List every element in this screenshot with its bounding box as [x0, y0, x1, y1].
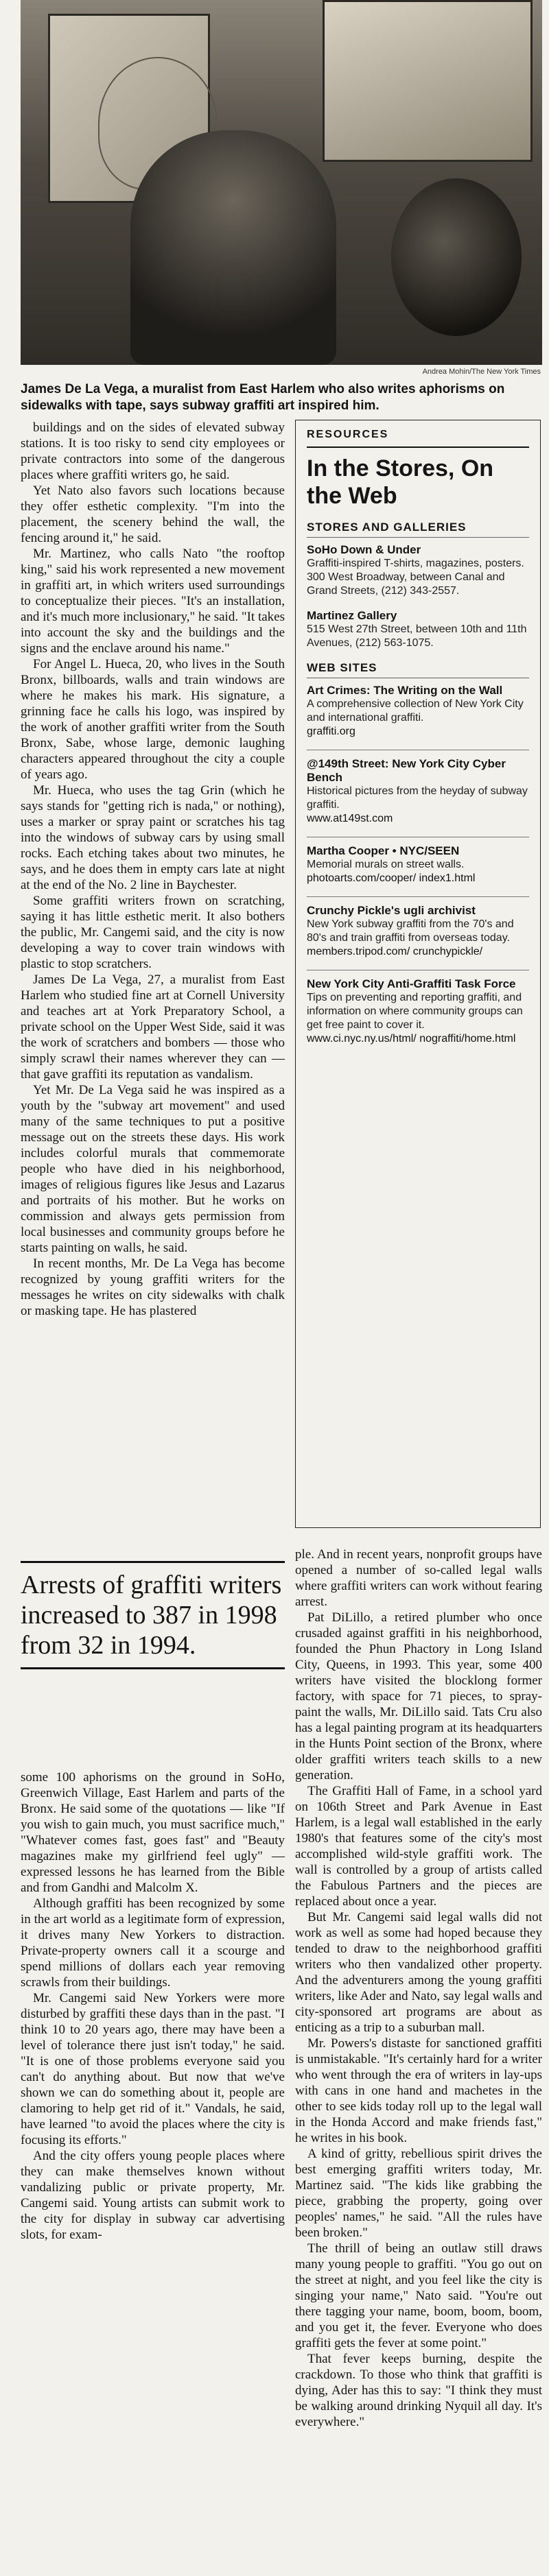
- paragraph: The Graffiti Hall of Fame, in a school yard on 106th Street and Park Avenue in East Harlem, is a legal wall established in the early 1980's that features some of the city's most accomplished wild-style graffiti work. The wall is controlled by a group of artists called the Fabulous Partners and the pieces are replaced about once a year.: [295, 1784, 542, 1909]
- site-desc: Tips on preventing and reporting graffiti, and information on where community groups can get free paint to cover it.: [307, 992, 523, 1031]
- store-entry: [307, 609, 529, 650]
- paragraph: buildings and on the sides of elevated subway stations. It is too risky to send city employees or private contractors into some of the dangerous places where graffiti writers go, he said.: [21, 420, 285, 482]
- paragraph: Pat DiLillo, a retired plumber who once crusaded against graffiti in his neighborhood, founded the Phun Phactory in Long Island City, Queens, in 1993. This year, some 400 writers have visited the blocklong former factory, with space for 71 pieces, to spray-paint the walls, Mr. DiLillo said. Tats Cru also has a legal painting program at its headquarters in the Hunts Point section of the Bronx, where older graffiti writers teach skills to a new generation.: [295, 1610, 542, 1782]
- site-entry: [307, 757, 529, 826]
- site-name: Martha Cooper • NYC/SEEN: [307, 844, 460, 857]
- site-link[interactable]: www.at149st.com: [307, 813, 393, 824]
- article-column-right: [295, 1547, 542, 2430]
- paragraph: Although graffiti has been recognized by some in the art world as a legitimate form of expression, it drives many New Yorkers to distraction. Private-property owners call it a scourge and spend millions of dollars each year removing scrawls from their buildings.: [21, 1896, 285, 1990]
- paragraph: In recent months, Mr. De La Vega has become recognized by young graffiti writers for the messages he writes on city sidewalks with chalk or masking tape. He has plastered: [21, 1256, 285, 1318]
- paragraph: Mr. Cangemi said New Yorkers were more disturbed by graffiti these days than in the past. "I think 10 to 20 years ago, there may have been a level of tolerance there just isn't today," he said. "It is one of those problems everyone said you can't do anything about. But now that we've shown we can do something about it, people are clamoring to help get rid of it." Vandals, he said, have learned "to avoid the places where the city is focusing its efforts.": [21, 1991, 285, 2147]
- store-name: Martinez Gallery: [307, 609, 397, 622]
- site-name: Crunchy Pickle's ugli archivist: [307, 904, 476, 917]
- site-entry: [307, 977, 529, 1046]
- artist-figure: [130, 130, 336, 365]
- photo-credit: Andrea Mohin/The New York Times: [422, 368, 541, 376]
- site-name: New York City Anti-Graffiti Task Force: [307, 977, 516, 990]
- site-desc: Historical pictures from the heyday of subway graffiti.: [307, 785, 528, 811]
- paragraph: But Mr. Cangemi said legal walls did not work as well as some had hoped because they tended to draw to the neighborhood graffiti writers who then vandalized other property. And the adventurers among the young graffiti writers, like Ader and Nato, say legal walls and city-sponsored art programs are about as enticing as a trip to a suburban mall.: [295, 1910, 542, 2035]
- site-entry: [307, 904, 529, 959]
- site-desc: New York subway graffiti from the 70's and 80's and train graffiti from overseas today.: [307, 918, 514, 944]
- article-photo: [21, 0, 542, 365]
- paragraph: Mr. Powers's distaste for sanctioned graffiti is unmistakable. "It's certainly hard for a writer who went through the era of writers in lay-ups with cans in one hand and machetes in the other to see kids today roll up to the legal wall in the Honda Accord and make friends fast," he writes in his book.: [295, 2036, 542, 2145]
- store-desc: 515 West 27th Street, between 10th and 11th Avenues, (212) 563-1075.: [307, 623, 527, 649]
- site-link[interactable]: members.tripod.com/ crunchypickle/: [307, 946, 483, 957]
- paragraph: some 100 aphorisms on the ground in SoHo, Greenwich Village, East Harlem and parts of the Bronx. He said some of the quotations — like "If you wish to gain much, you must sacrifice much," "Whatever comes fast, goes fast" and "Beauty magazines make my girlfriend feel ugly" — expressed lessons he has learned from the Bible and from Gandhi and Malcolm X.: [21, 1770, 285, 1895]
- site-name: @149th Street: New York City Cyber Bench: [307, 757, 506, 784]
- site-entry: [307, 844, 529, 885]
- site-entry: [307, 684, 529, 739]
- paragraph: Yet Nato also favors such locations because they offer esthetic complexity. "I'm into the placement, the scenery behind the wall, the fencing around it," he said.: [21, 484, 285, 545]
- site-name: Art Crimes: The Writing on the Wall: [307, 684, 503, 697]
- paragraph: And the city offers young people places where they can make themselves known without vandalizing public or private property, Mr. Cangemi said. Young artists can submit work to the city for display in subway car advertising slots, for exam-: [21, 2149, 285, 2242]
- section-heading-stores: STORES AND GALLERIES: [307, 521, 529, 538]
- section-heading-web: WEB SITES: [307, 661, 529, 678]
- paragraph: That fever keeps burning, despite the crackdown. To those who think that graffiti is dying, Ader has this to say: "I think they must be walking around drinking Nyquil all day. It's everywhere.": [295, 2352, 542, 2429]
- store-desc: Graffiti-inspired T-shirts, magazines, posters. 300 West Broadway, between Canal and Grand Streets, (212) 343-2557.: [307, 558, 524, 597]
- paragraph: The thrill of being an outlaw still draws many young people to graffiti. "You go out on the street at night, and you feel like the city is singing your name," Nato said. "You're out there tagging your name, boom, boom, boom, and you get it, the fever. Everyone who does graffiti gets the fever at some point.": [295, 2241, 542, 2350]
- photo-caption: James De La Vega, a muralist from East Harlem who also writes aphorisms on sidewalks with tape, says subway graffiti art inspired him.: [21, 382, 505, 413]
- site-link[interactable]: photoarts.com/cooper/ index1.html: [307, 872, 476, 884]
- sidebar-kicker: RESOURCES: [307, 429, 389, 440]
- site-link[interactable]: www.ci.nyc.ny.us/html/ nograffiti/home.html: [307, 1033, 516, 1045]
- site-desc: A comprehensive collection of New York City and international graffiti.: [307, 698, 524, 724]
- resources-sidebar: [295, 420, 541, 1528]
- store-name: SoHo Down & Under: [307, 543, 421, 556]
- paragraph: For Angel L. Hueca, 20, who lives in the South Bronx, billboards, walls and train windows are where he makes his mark. His signature, a grinning face he calls his logo, was inspired by the work of another graffiti writer from the South Bronx, Sabe, whose large, demonic laughing characters appeared throughout the city a couple of years ago.: [21, 657, 285, 782]
- site-desc: Memorial murals on street walls.: [307, 859, 465, 870]
- article-column-left-bottom: [21, 1769, 285, 2243]
- article-column-left-top: [21, 420, 285, 1319]
- paragraph: Mr. Martinez, who calls Nato "the rooftop king," said his work represented a new movement in graffiti art, in which writers used surroundings to conceptualize their pieces. "It's an installation, and it's much more inclusionary," he said. "It takes into account the sky and the buildings and the signs and the enclave around his name.": [21, 547, 285, 656]
- paragraph: Yet Mr. De La Vega said he was inspired as a youth by the "subway art movement" and used many of the same techniques to put a positive message out on the streets these days. His work includes colorful murals that commemorate people who have died in his neighborhood, images of religious figures like Jesus and Lazarus and portraits of his mother. But he works on commission and always gets permission from local businesses and community groups before he starts painting on walls, he said.: [21, 1083, 285, 1255]
- divider: [307, 896, 529, 897]
- painting-canvas-right: [323, 0, 533, 162]
- divider: [307, 446, 529, 448]
- paragraph: James De La Vega, 27, a muralist from East Harlem who studied fine art at Cornell University and teaches art at York Preparatory School, a private school on the Upper West Side, said it was the work of scratchers and bombers — those who simply scrawl their names wherever they can — that gave graffiti its reputation as vandalism.: [21, 973, 285, 1082]
- sidebar-headline: In the Stores, On the Web: [307, 455, 494, 509]
- paragraph: A kind of gritty, rebellious spirit drives the best emerging graffiti writers today, Mr. Martinez said. "The kids like grabbing the piece, grabbing the property, going over peoples' names," he said. "All the rules have been broken.": [295, 2147, 542, 2240]
- site-link[interactable]: graffiti.org: [307, 726, 355, 737]
- paragraph: Mr. Hueca, who uses the tag Grin (which he says stands for "getting rich is nada," or nothing), uses a marker or spray paint or scratches his tag into the windows of subway cars by using small rocks. Each etching takes about two minutes, he says, and he does them in empty cars late at night at the end of the No. 2 line in Baychester.: [21, 783, 285, 892]
- pull-quote: Arrests of graffiti writers increased to 387 in 1998 from 32 in 1994.: [21, 1561, 285, 1669]
- paragraph: ple. And in recent years, nonprofit groups have opened a number of so-called legal walls where graffiti writers can work without fearing arrest.: [295, 1547, 542, 1609]
- foreground-head: [391, 178, 522, 336]
- store-entry: [307, 543, 529, 598]
- paragraph: Some graffiti writers frown on scratching, saying it has little esthetic merit. It also bothers the public, Mr. Cangemi said, and the city is now developing a way to cover train windows with plastic to stop scratchers.: [21, 894, 285, 971]
